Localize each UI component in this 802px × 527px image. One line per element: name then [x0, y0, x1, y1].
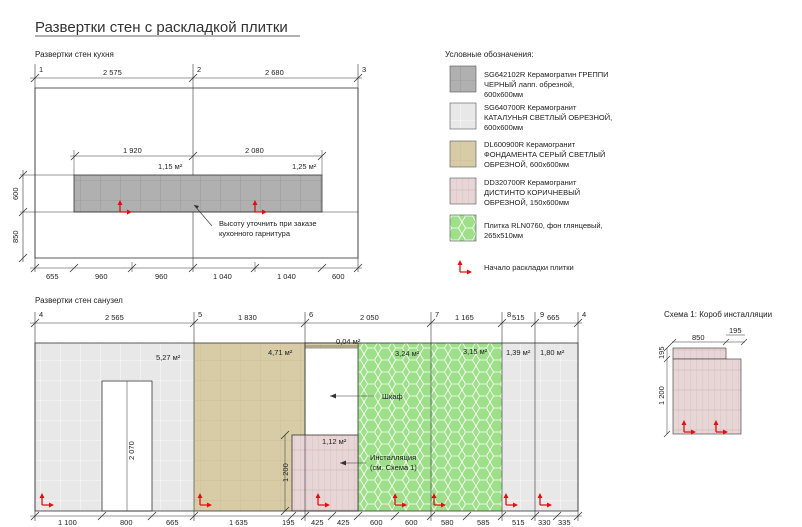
- legend-item-5-line2: 265x510мм: [484, 231, 524, 240]
- bath-installation-label-1: Инсталляция: [370, 453, 417, 462]
- bath-axis-5: 5: [198, 310, 203, 319]
- kitchen-dim-bottom: 960: [155, 272, 168, 281]
- bath-area: 1,80 м²: [540, 348, 565, 357]
- kitchen-dim-mid-1: 1 920: [123, 146, 142, 155]
- legend-swatch-light: [450, 103, 476, 129]
- bath-dim-bottom: 600: [405, 518, 418, 527]
- bath-area: 1,39 м²: [506, 348, 531, 357]
- bath-dim-bottom: 1 100: [58, 518, 77, 527]
- kitchen-axis-3: 3: [362, 65, 367, 74]
- legend-swatch-black: [450, 66, 476, 92]
- legend-item-1-line3: 600x600мм: [484, 90, 524, 99]
- bath-area: 0,04 м²: [336, 337, 361, 346]
- bath-wardrobe-label: Шкаф: [382, 392, 403, 401]
- bath-dim-bottom: 425: [337, 518, 350, 527]
- scheme-installation-box: [664, 335, 747, 437]
- kitchen-dim-bottom: 1 040: [277, 272, 296, 281]
- bath-wall-5-6: [194, 343, 305, 511]
- bath-dim-bottom: 195: [282, 518, 295, 527]
- kitchen-area-1: 1,15 м²: [158, 162, 183, 171]
- legend-item-4-line3: ОБРЕЗНОЙ, 150x600мм: [484, 198, 570, 207]
- bath-door-dim: 2 070: [127, 441, 136, 460]
- legend-item-2-line2: КАТАЛУНЬЯ СВЕТЛЫЙ ОБРЕЗНОЙ,: [484, 113, 613, 122]
- scheme-dim-top-height: 195: [657, 346, 666, 359]
- legend-item-3-line3: ОБРЕЗНОЙ, 600x600мм: [484, 160, 570, 169]
- bath-wall-6-7: [358, 343, 502, 511]
- bath-dim-bottom: 600: [370, 518, 383, 527]
- bath-wall-8-4: [502, 343, 578, 511]
- bath-dim-bottom: 1 635: [229, 518, 248, 527]
- kitchen-dim-top-2: 2 680: [265, 68, 284, 77]
- kitchen-note-line2: кухонного гарнитура: [219, 229, 291, 238]
- kitchen-axis-1: 1: [39, 65, 44, 74]
- bath-wall: [30, 312, 582, 521]
- legend-item-4-line1: DD320700R Керамогранит: [484, 178, 577, 187]
- scheme-dim-depth: 195: [729, 326, 742, 335]
- legend-item-3-line1: DL600900R Керамогранит: [484, 140, 576, 149]
- kitchen-dim-bottom: 655: [46, 272, 59, 281]
- bath-dim-top: 515: [512, 313, 525, 322]
- legend-swatch-green: [450, 215, 476, 241]
- kitchen-axis-2: 2: [197, 65, 202, 74]
- scheme-dim-height: 1 200: [657, 386, 666, 405]
- kitchen-dim-bottom: 600: [332, 272, 345, 281]
- bath-dim-bottom: 585: [477, 518, 490, 527]
- bath-installation-box: [292, 435, 358, 511]
- bath-axis-6: 6: [309, 310, 314, 319]
- bath-dim-bottom: 335: [558, 518, 571, 527]
- kitchen-note-line1: Высоту уточнить при заказе: [219, 219, 317, 228]
- legend-item-3-line2: ФОНДАМЕНТА СЕРЫЙ СВЕТЛЫЙ: [484, 150, 606, 159]
- kitchen-dim-bottom: 960: [95, 272, 108, 281]
- bath-dim-bottom: 665: [166, 518, 179, 527]
- bath-installation-label-2: (см. Схема 1): [370, 463, 417, 472]
- bath-dim-bottom: 425: [311, 518, 324, 527]
- bath-dim-top: 1 165: [455, 313, 474, 322]
- legend-heading: Условные обозначения:: [445, 50, 534, 59]
- bath-area: 5,27 м²: [156, 353, 181, 362]
- bath-dim-bottom: 515: [512, 518, 525, 527]
- kitchen-dim-bottom: 1 040: [213, 272, 232, 281]
- legend: [450, 66, 476, 275]
- bath-area: 4,71 м²: [268, 348, 293, 357]
- bath-axis-4b: 4: [582, 310, 587, 319]
- bath-axis-4: 4: [39, 310, 44, 319]
- bath-axis-9: 9: [540, 310, 545, 319]
- legend-item-4-line2: ДИСТИНТО КОРИЧНЕВЫЙ: [484, 188, 581, 197]
- bath-axis-8: 8: [507, 310, 512, 319]
- bath-dim-top: 1 830: [238, 313, 257, 322]
- kitchen-dim-top-1: 2 575: [103, 68, 122, 77]
- legend-item-5-line1: Плитка RLN0760, фон глянцевый,: [484, 221, 603, 230]
- kitchen-area-2: 1,25 м²: [292, 162, 317, 171]
- bath-dim-bottom: 580: [441, 518, 454, 527]
- kitchen-heading: Развертки стен кухня: [35, 50, 114, 59]
- bath-area: 3,24 м²: [395, 349, 420, 358]
- page-title: Развертки стен с раскладкой плитки: [35, 19, 288, 36]
- bath-heading: Развертки стен санузел: [35, 296, 123, 305]
- legend-swatch-brown: [450, 178, 476, 204]
- scheme-dim-width: 850: [692, 333, 705, 342]
- bath-area: 1,12 м²: [322, 437, 347, 446]
- kitchen-dim-side-2: 850: [11, 230, 20, 243]
- legend-item-2-line1: SG640700R Керамогранит: [484, 103, 577, 112]
- bath-dim-top: 2 050: [360, 313, 379, 322]
- bath-axis-7: 7: [435, 310, 440, 319]
- legend-start-label: Начало раскладки плитки: [484, 263, 574, 272]
- kitchen-dim-mid-2: 2 080: [245, 146, 264, 155]
- bath-dim-bottom: 800: [120, 518, 133, 527]
- bath-dim-top: 665: [547, 313, 560, 322]
- bath-dim-top: 2 565: [105, 313, 124, 322]
- bath-installation-dim: 1 200: [281, 463, 290, 482]
- legend-item-1-line1: SG642102R Керамогратин ГРЕППИ: [484, 70, 609, 79]
- legend-swatch-beige: [450, 141, 476, 167]
- legend-item-2-line3: 600x600мм: [484, 123, 524, 132]
- start-marker-icon: [458, 260, 473, 275]
- bath-dim-bottom: 330: [538, 518, 551, 527]
- legend-item-1-line2: ЧЕРНЫЙ лапп. обрезной,: [484, 80, 575, 89]
- bath-area: 3,15 м²: [463, 347, 488, 356]
- kitchen-dim-side-1: 600: [11, 187, 20, 200]
- scheme-heading: Схема 1: Короб инсталляции: [664, 310, 773, 319]
